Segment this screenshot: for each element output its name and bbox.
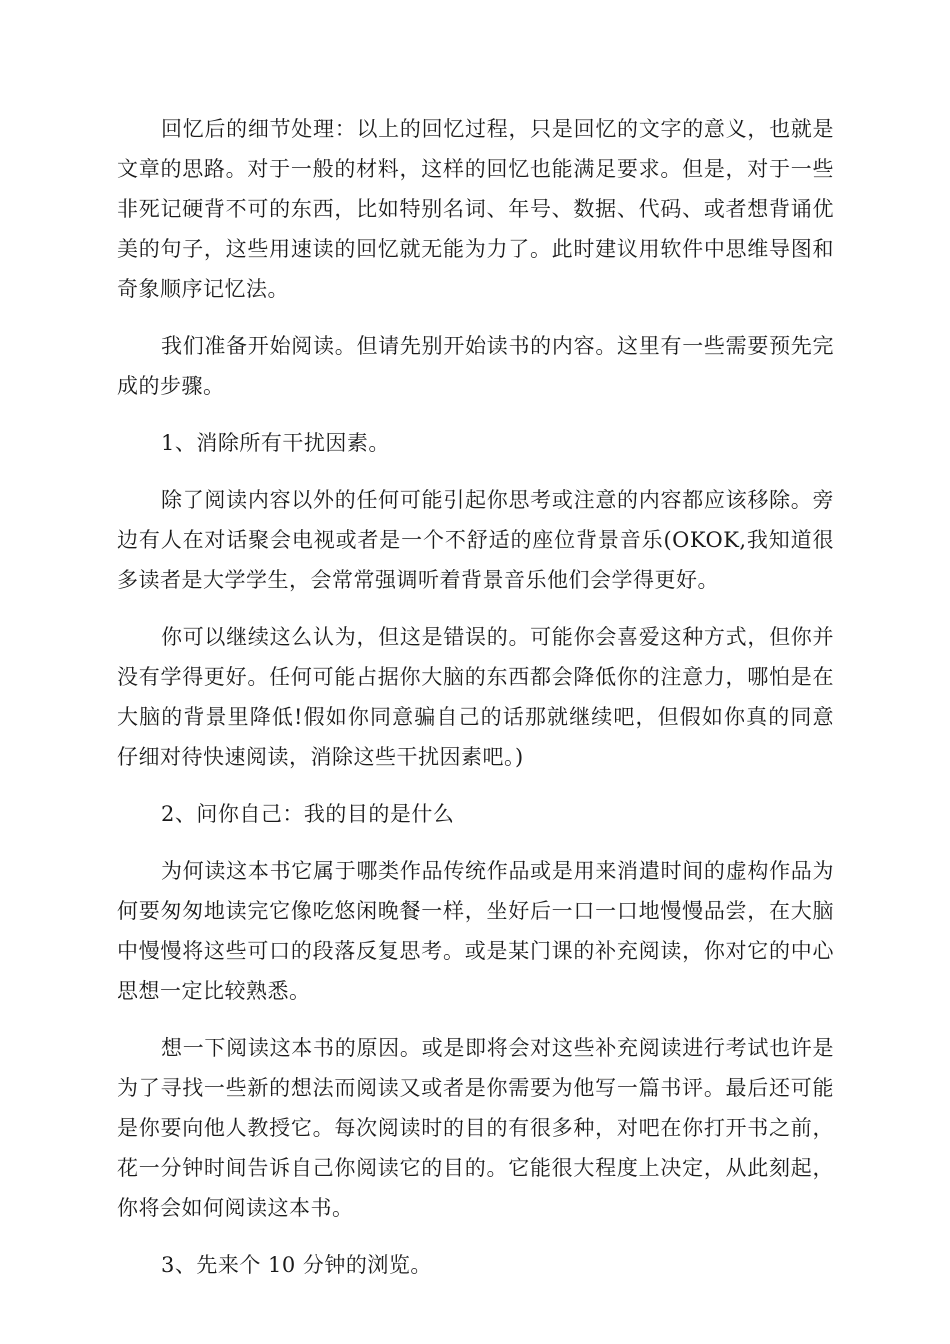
step-heading-1: 1、消除所有干扰因素。 (161, 431, 390, 455)
paragraph-background-music: 你可以继续这么认为，但这是错误的。可能你会喜爱这种方式，但你并没有学得更好。任何可能占据你大脑的东西都会降低你的注意力，哪怕是在大脑的背景里降低!假如你同意骗自己的话那就继续吧，但假如你真的同意仔细对待快速阅读，消除这些干扰因素吧。) (117, 625, 834, 769)
paragraph-reading-purpose: 想一下阅读这本书的原因。或是即将会对这些补充阅读进行考试也许是为了寻找一些新的想法而阅读又或者是你需要为他写一篇书评。最后还可能是你要向他人教授它。每次阅读时的目的有很多种，对吧在你打开书之前，花一分钟时间告诉自己你阅读它的目的。它能很大程度上决定，从此刻起，你将会如何阅读这本书。 (117, 1036, 834, 1220)
paragraph-why-read: 为何读这本书它属于哪类作品传统作品或是用来消遣时间的虚构作品为何要匆匆地读完它像吃悠闲晚餐一样，坐好后一口一口地慢慢品尝，在大脑中慢慢将这些可口的段落反复思考。或是某门课的补充阅读，你对它的中心思想一定比较熟悉。 (117, 859, 834, 1003)
step-heading-2: 2、问你自己：我的目的是什么 (161, 802, 455, 826)
step-heading-3: 3、先来个 10 分钟的浏览。 (161, 1253, 432, 1277)
paragraph-remove-distractions: 除了阅读内容以外的任何可能引起你思考或注意的内容都应该移除。旁边有人在对话聚会电视或者是一个不舒适的座位背景音乐(OKOK,我知道很多读者是大学学生，会常常强调听着背景音乐他们会学得更好。 (117, 488, 834, 592)
paragraph-recall-details: 回忆后的细节处理：以上的回忆过程，只是回忆的文字的意义，也就是文章的思路。对于一般的材料，这样的回忆也能满足要求。但是，对于一些非死记硬背不可的东西，比如特别名词、年号、数据、代码、或者想背诵优美的句子，这些用速读的回忆就无能为力了。此时建议用软件中思维导图和奇象顺序记忆法。 (117, 117, 834, 301)
paragraph-prepare-reading: 我们准备开始阅读。但请先别开始读书的内容。这里有一些需要预先完成的步骤。 (117, 334, 834, 398)
document-body (117, 109, 834, 1302)
